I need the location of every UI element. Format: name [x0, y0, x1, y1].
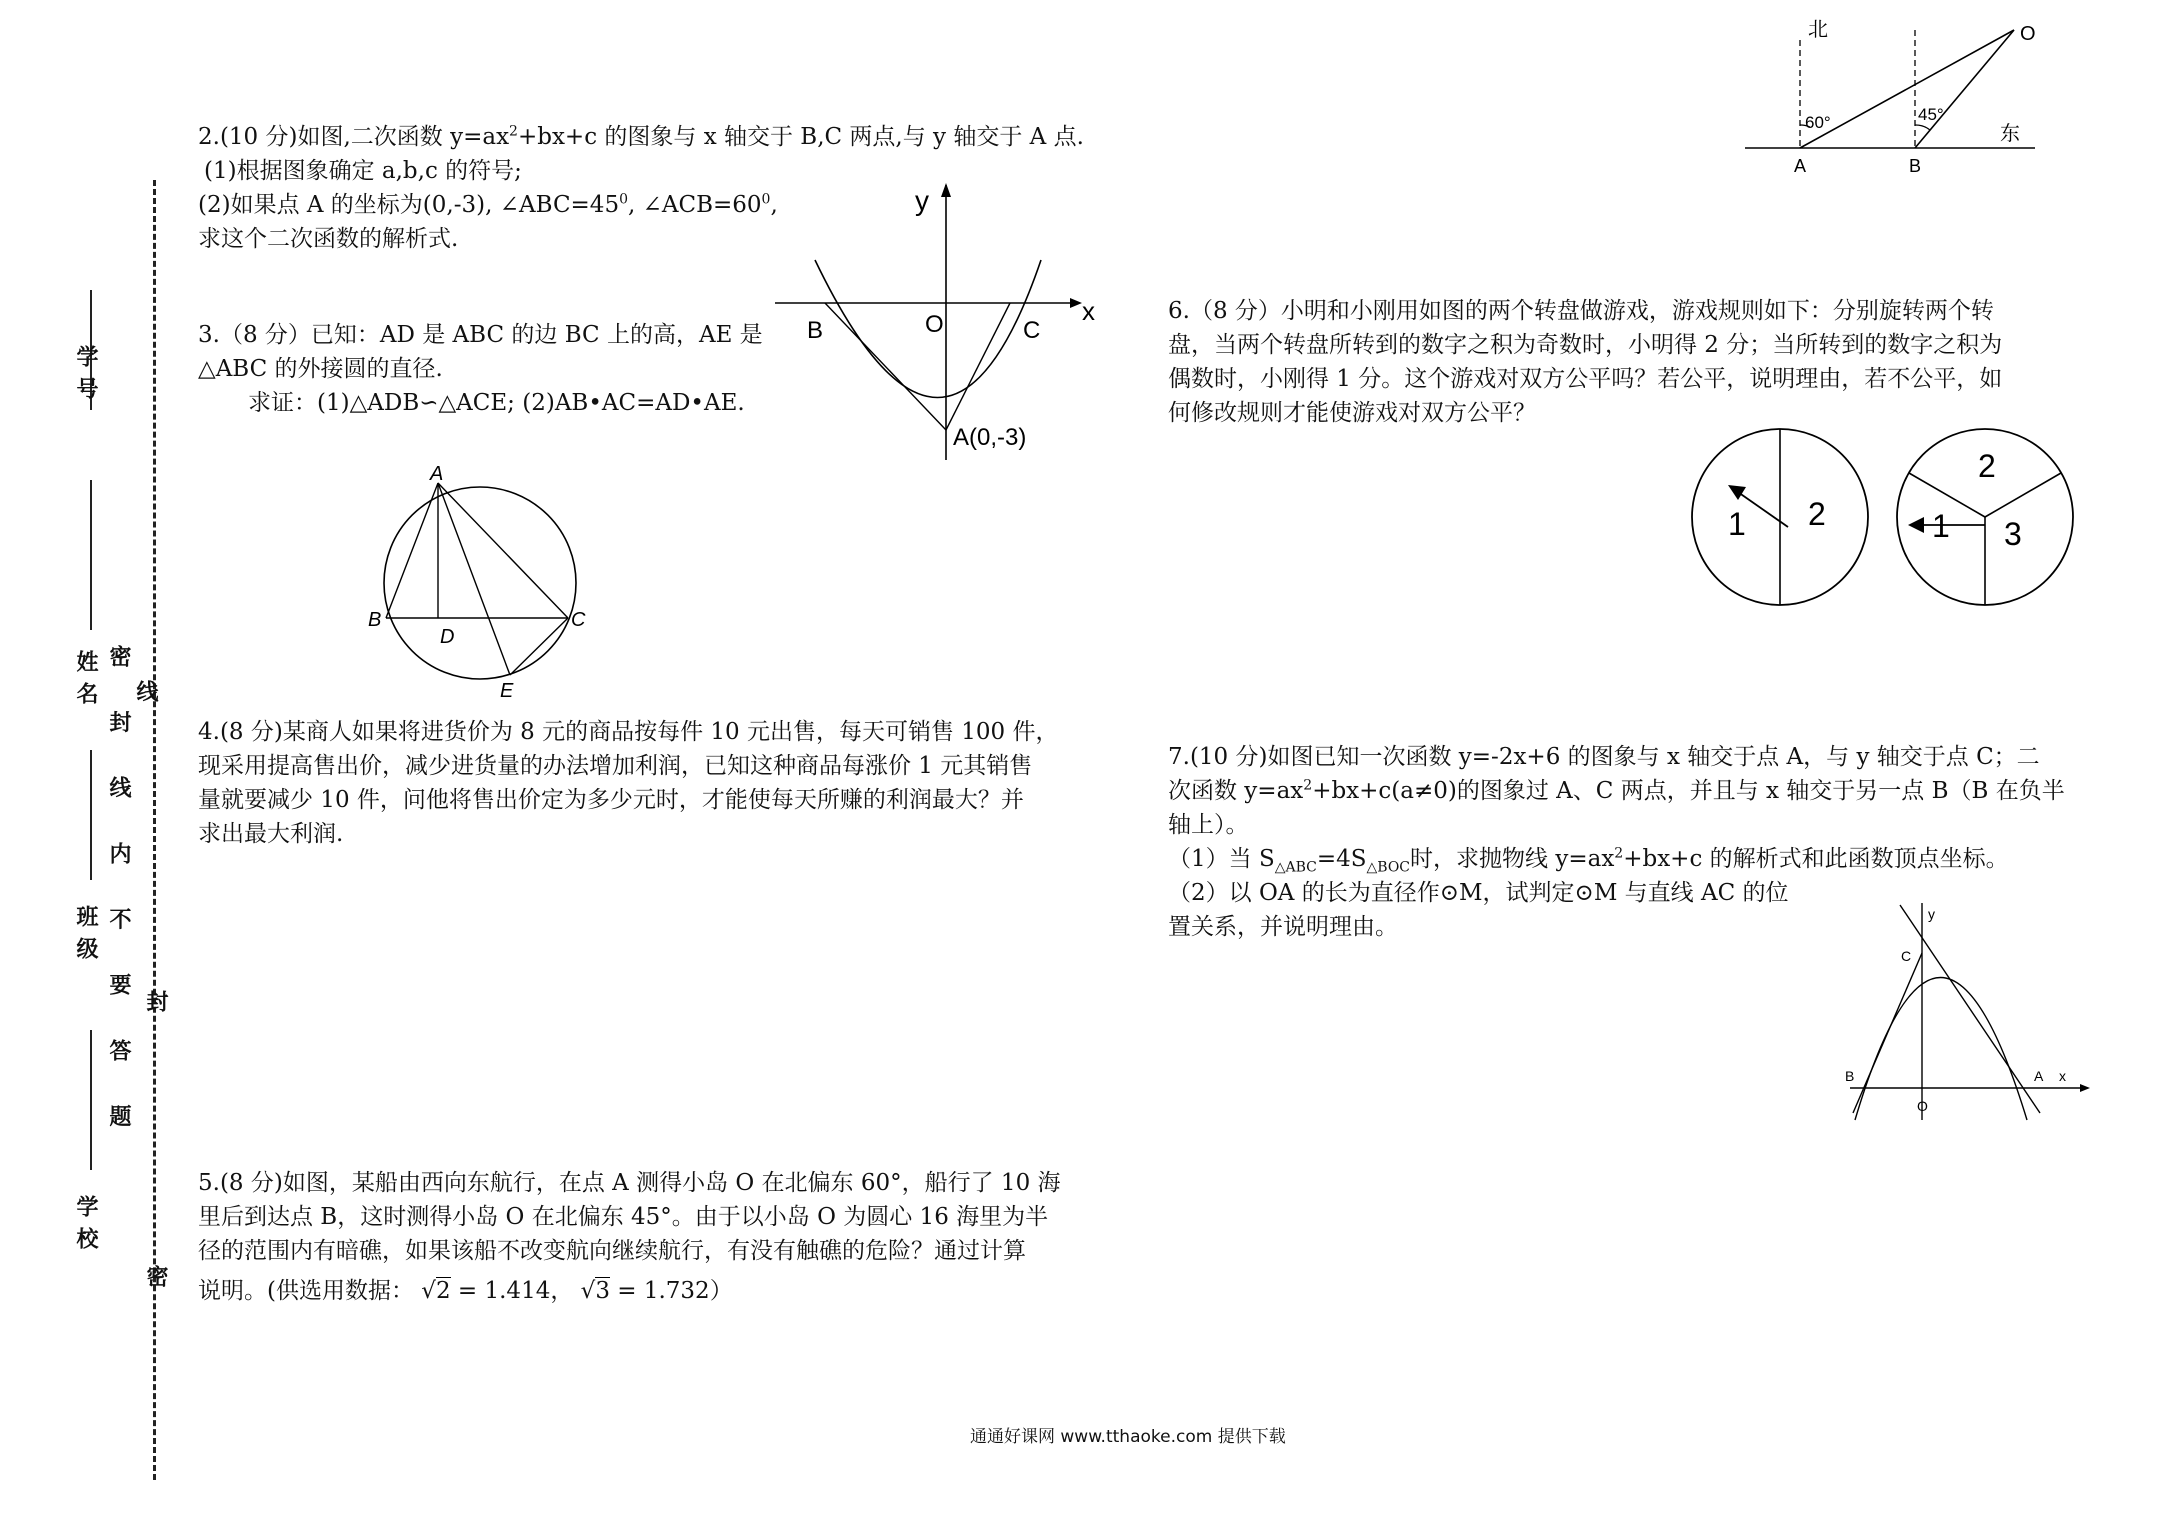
spinner-2: [1897, 429, 2073, 605]
angle-45-label: 45°: [1918, 105, 1944, 124]
school-blank: [90, 1030, 92, 1170]
q2-fig-A-label: A(0,-3): [953, 424, 1027, 451]
q7-line6: 置关系，并说明理由。: [1168, 914, 1398, 940]
sqrt3-expression: √3: [580, 1278, 610, 1304]
q3-fig-C-label: C: [571, 609, 586, 631]
q7-fig-B-label: B: [1845, 1068, 1855, 1084]
q3-fig-B-label: B: [368, 609, 382, 631]
q2-fig-x-label: x: [1082, 296, 1095, 326]
q3-line1: 3.（8 分）已知：AD 是 ABC 的边 BC 上的高，AE 是: [198, 322, 763, 348]
q2-line4: 求这个二次函数的解析式.: [198, 226, 459, 252]
q7-fig-A-label: A: [2034, 1068, 2044, 1084]
q2-parabola-figure: [770, 175, 1100, 465]
student-no-label: 学号: [73, 345, 98, 409]
q4-line4: 求出最大利润.: [198, 821, 344, 847]
q2-fig-C-label: C: [1023, 317, 1041, 344]
q6-line4: 何修改规则才能使游戏对双方公平？: [1168, 400, 1536, 426]
q4-line3: 量就要减少 10 件，问他将售出价定为多少元时，才能使每天所赚的利润最大？并: [198, 787, 1024, 813]
seal-secret-mark: 密: [143, 1265, 168, 1297]
q7-line2: 次函数 $y=ax^2+bx+c(a\ne 0)$的图象过 A、C 两点，并且与 x 轴交于另一点 B（B 在负半: [1168, 777, 2065, 804]
ship-B-label: B: [1909, 156, 1922, 176]
q2-line2: (1)根据图象确定 a,b,c 的符号;: [204, 158, 522, 184]
north-label: 北: [1808, 19, 1828, 41]
question-4: [198, 715, 1128, 851]
q3-circle-figure: [360, 463, 590, 703]
east-label: 东: [2000, 123, 2020, 145]
question-3: [198, 318, 768, 420]
class-label: 班级: [73, 905, 98, 969]
q3-line3: 求证：(1)△ADB∽△ACE; (2)AB•AC=AD•AE.: [248, 390, 745, 416]
q2-fig-O-label: O: [925, 311, 944, 338]
school-label: 学校: [73, 1195, 98, 1259]
q5-bearing-figure: [1730, 10, 2060, 180]
ship-O-label: O: [2020, 23, 2036, 45]
q7-line5: （2）以 OA 的长为直径作⊙M，试判定⊙M 与直线 AC 的位: [1168, 880, 1789, 906]
spinner1-label-1: 1: [1728, 506, 1746, 542]
sqrt2-expression: √2: [421, 1278, 451, 1304]
spinner-1: [1692, 429, 1868, 605]
q6-line2: 盘，当两个转盘所转到的数字之积为奇数时，小明得 2 分；当所转到的数字之积为: [1168, 332, 2003, 358]
q6-line1: 6.（8 分）小明和小刚用如图的两个转盘做游戏，游戏规则如下：分别旋转两个转: [1168, 298, 1994, 324]
q5-line1: 5.(8 分)如图，某船由西向东航行，在点 A 测得小岛 O 在北偏东 60°，船行了 10 海: [198, 1170, 1061, 1196]
class-blank: [90, 750, 92, 880]
q2-line1: 2.(10 分)如图,二次函数 $y=ax^2+bx+c$ 的图象与 x 轴交于 B,C 两点,与 y 轴交于 A 点.: [198, 123, 1084, 150]
q7-line1: 7.(10 分)如图已知一次函数 y=-2x+6 的图象与 x 轴交于点 A，与 y 轴交于点 C；二: [1168, 744, 2040, 770]
q3-line2: △ABC 的外接圆的直径.: [198, 356, 443, 382]
q3-fig-D-label: D: [440, 626, 455, 648]
spinner2-label-1: 1: [1932, 508, 1950, 544]
name-blank: [90, 480, 92, 630]
spinner2-label-3: 3: [2004, 516, 2022, 552]
q7-fig-y-label: y: [1928, 906, 1935, 922]
q4-line2: 现采用提高售出价，减少进货量的办法增加利润，已知这种商品每涨价 1 元其销售: [198, 753, 1033, 779]
q2-fig-y-label: y: [915, 185, 929, 216]
q6-line3: 偶数时，小刚得 1 分。这个游戏对双方公平吗？若公平，说明理由，若不公平，如: [1168, 366, 2003, 392]
q3-fig-A-label: A: [430, 463, 444, 485]
q7-line4: （1）当 $S_{\triangle ABC}=4S_{\triangle BOC}$时，求抛物线 $y=ax^2+bx+c$ 的解析式和此函数顶点坐标。: [1168, 845, 2009, 876]
q5-line4: 说明。(供选用数据： √2 = 1.414， √3 = 1.732）: [198, 1278, 733, 1304]
q7-figure: [1835, 895, 2095, 1125]
ship-A-label: A: [1794, 156, 1807, 176]
q2-line3: (2)如果点 A 的坐标为(0,-3), $\angle ABC=45^0$, $\angle ACB=60^0$,: [198, 191, 778, 218]
spinner1-label-2: 2: [1808, 496, 1826, 532]
q5-line2: 里后到达点 B，这时测得小岛 O 在北偏东 45°。由于以小岛 O 为圆心 16 海里为半: [198, 1204, 1049, 1230]
question-6: [1168, 294, 2098, 430]
name-label: 姓名: [73, 650, 98, 714]
q2-fig-B-label: B: [807, 317, 824, 344]
seal-line-mark: 线: [133, 680, 158, 712]
q3-fig-E-label: E: [500, 680, 514, 702]
seal-notice: 密 封 线 内 不 要 答 题: [106, 645, 131, 1145]
q7-fig-C-label: C: [1901, 948, 1912, 964]
q7-line3: 轴上）。: [1168, 812, 1249, 838]
q4-line1: 4.(8 分)某商人如果将进货价为 8 元的商品按每件 10 元出售，每天可销售 100 件，: [198, 719, 1059, 745]
question-5: [198, 1166, 1128, 1308]
angle-60-label: 60°: [1805, 113, 1831, 132]
q7-fig-x-label: x: [2059, 1068, 2066, 1084]
q7-fig-O-label: O: [1917, 1098, 1928, 1114]
q6-spinners-figure: [1690, 425, 2090, 615]
footer-source: 通通好课网 www.tthaoke.com 提供下载: [970, 1427, 1286, 1447]
seal-seal-mark: 封: [143, 990, 168, 1022]
spinner2-label-2: 2: [1978, 448, 1996, 484]
q5-line3: 径的范围内有暗礁，如果该船不改变航向继续航行，有没有触礁的危险？通过计算: [198, 1238, 1026, 1264]
